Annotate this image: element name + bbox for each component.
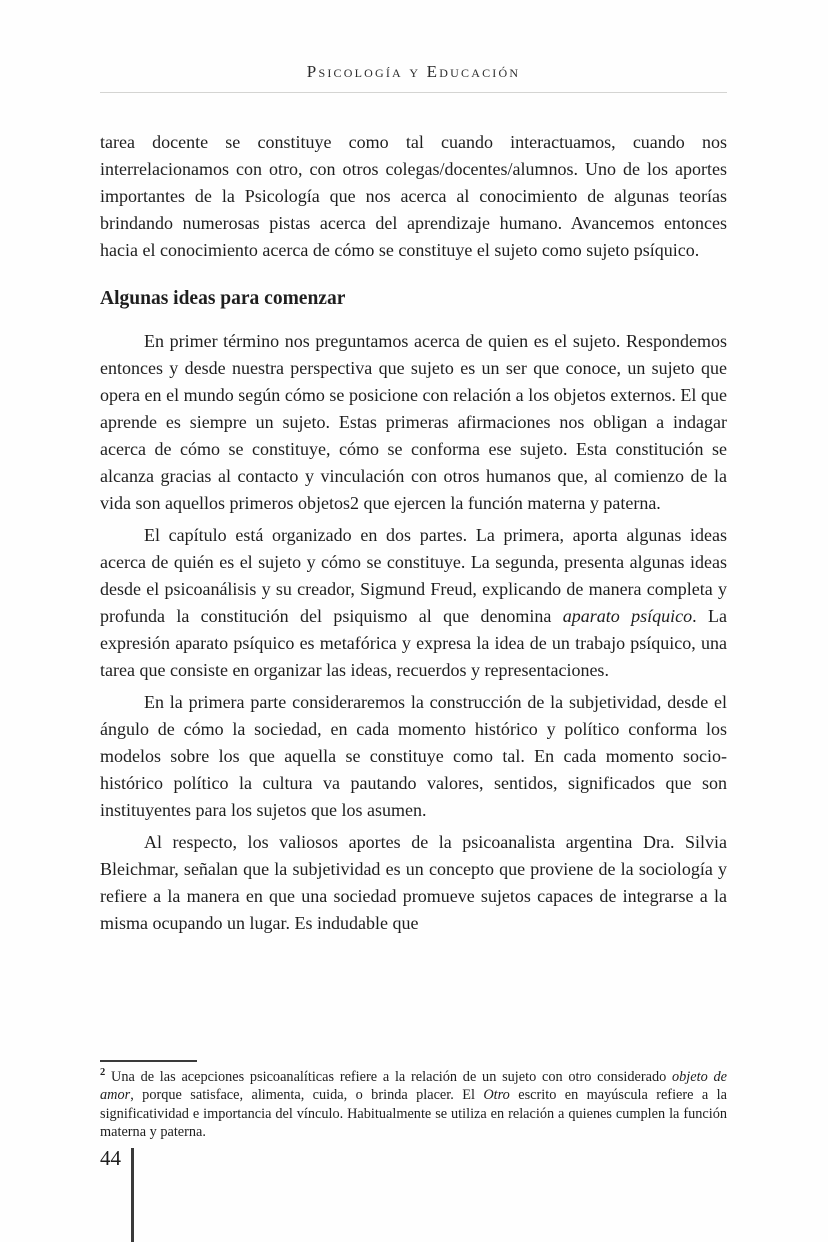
footnote-italic-term: objeto de amor — [100, 1068, 727, 1104]
paragraph-continuation: tarea docente se constituye como tal cuando interactuamos, cuando nos interrelacionamos con otro, con otros colegas/docentes/alumnos. Uno de los aportes importantes de la Psicología que nos acerca al conocimiento de algunas teorías brindando numerosas pistas acerca del aprendizaje humano. Avancemos entonces hacia el conocimiento acerca de cómo se constituye el sujeto como sujeto psíquico. — [100, 132, 727, 260]
paragraph — [100, 522, 727, 684]
page-number: 44 — [100, 1146, 121, 1170]
footnote-italic-term: Otro — [483, 1087, 510, 1104]
running-head-title: Psicología y Educación — [306, 62, 521, 81]
footnote-text: escrito en mayúscula refiere a la significatividad e importancia del vínculo. Habitualmente se utiliza en relación a quienes cumplen la función materna y paterna. — [100, 1087, 727, 1141]
paragraph-text: . La expresión aparato psíquico es metafórica y expresa la idea de un trabajo psíquico, una tarea que consiste en organizar las ideas, recuerdos y representaciones. — [100, 606, 727, 680]
footnote — [100, 1068, 727, 1142]
paragraph: En la primera parte consideraremos la construcción de la subjetividad, desde el ángulo de cómo la sociedad, en cada momento histórico y político conforma los modelos sobre los que aquella se constituye como tal. En cada momento socio-histórico político la cultura va pautando valores, sentidos, significados que son instituyentes para los sujetos que los asumen. — [100, 692, 727, 820]
footnote-text: Una de las acepciones psicoanalíticas refiere a la relación de un sujeto con otro considerado — [105, 1068, 672, 1085]
page-body — [100, 129, 727, 942]
footnote-area — [100, 1060, 727, 1142]
paragraph-text: El capítulo está organizado en dos partes. La primera, aporta algunas ideas acerca de quién es el sujeto y cómo se constituye. La segunda, presenta algunas ideas desde el psicoanálisis y su creador, Sigmund Freud, explicando de manera completa y profunda la constitución del psiquismo al que denomina — [100, 525, 727, 626]
footnote-marker: 2 — [100, 1066, 106, 1078]
footnote-separator-rule — [100, 1060, 197, 1062]
italic-term: aparato psíquico — [562, 606, 693, 626]
page-header — [100, 62, 727, 93]
paragraph: Al respecto, los valiosos aportes de la psicoanalista argentina Dra. Silvia Bleichmar, señalan que la subjetividad es un concepto que proviene de la sociología y refiere a la manera en que una sociedad promueve sujetos capaces de integrarse a la misma ocupando un lugar. Es indudable que — [100, 832, 727, 933]
footer-vertical-rule — [131, 1148, 134, 1242]
paragraph: En primer término nos preguntamos acerca de quien es el sujeto. Respondemos entonces y desde nuestra perspectiva que sujeto es un ser que conoce, un sujeto que opera en el mundo según cómo se posicione con relación a los objetos externos. El que aprende es siempre un sujeto. Estas primeras afirmaciones nos obligan a indagar acerca de cómo se constituye, cómo se conforma ese sujeto. Esta constitución se alcanza gracias al contacto y vinculación con otros humanos que, al comienzo de la vida son aquellos primeros objetos2 que ejercen la función materna y paterna. — [100, 331, 727, 513]
section-heading: Algunas ideas para comenzar — [100, 288, 346, 309]
footnote-text: , porque satisface, alimenta, cuida, o brinda placer. El — [130, 1087, 484, 1104]
header-rule — [100, 92, 727, 93]
